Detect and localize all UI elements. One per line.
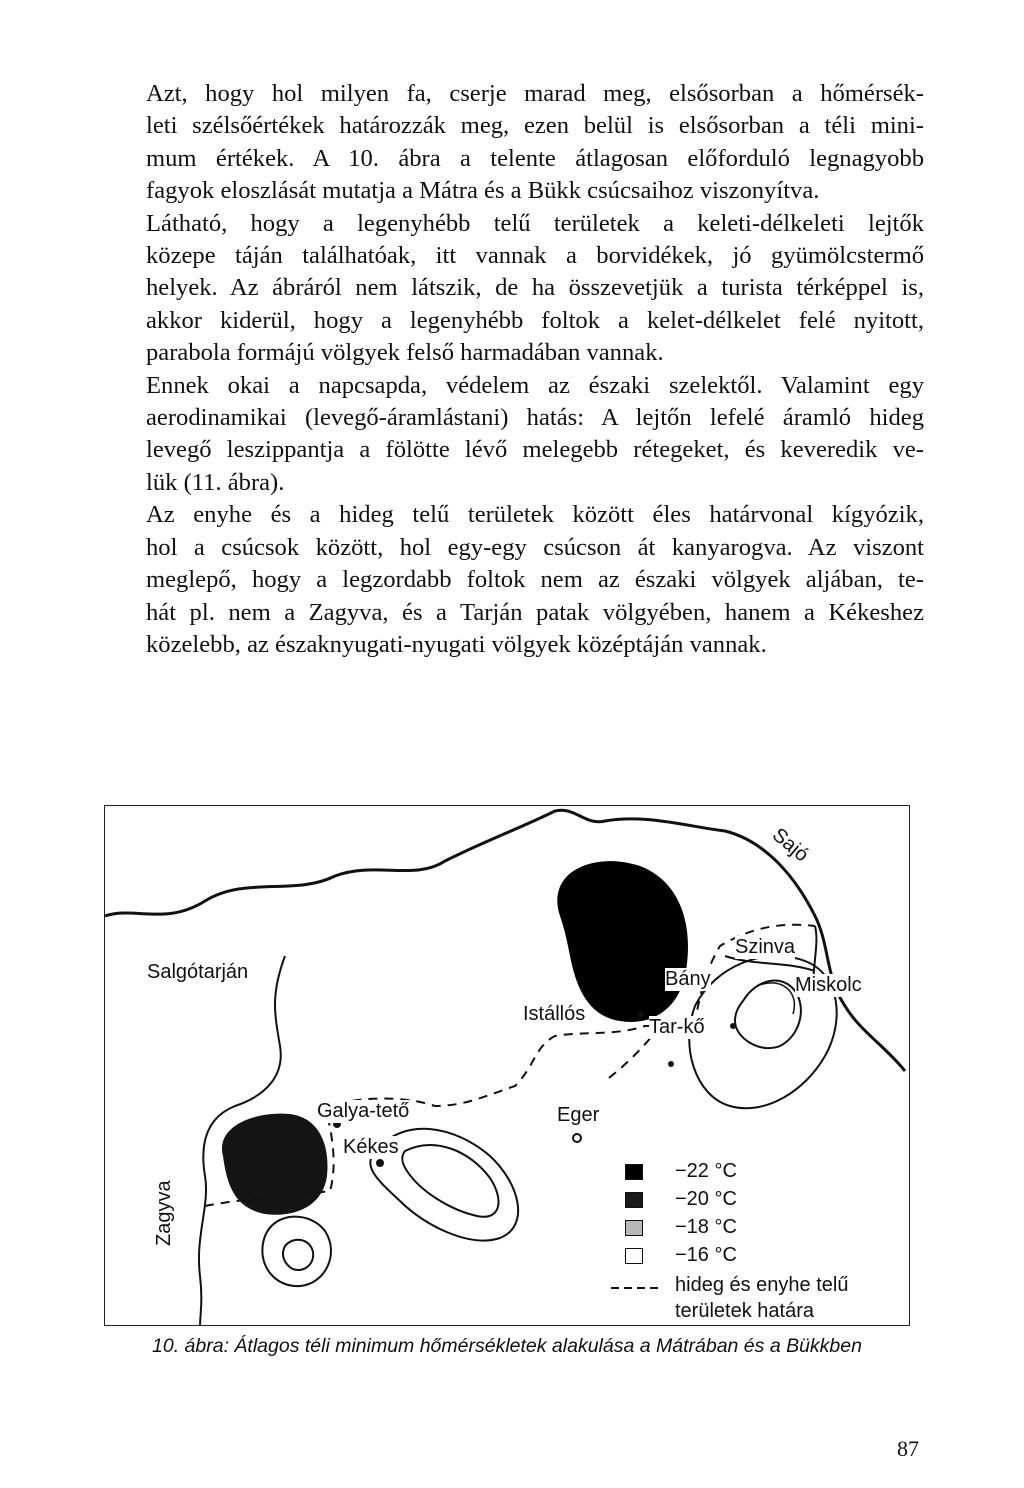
text-line: akkor kiderül, hogy a legenyhébb foltok a kelet-délkelet felé nyitott, bbox=[146, 306, 924, 334]
label-sajo: Sajó bbox=[767, 823, 813, 867]
legend-swatch-20 bbox=[625, 1192, 643, 1208]
kekes-contour-2 bbox=[402, 1145, 498, 1217]
text-line: parabola formájú völgyek felső harmadában vannak. bbox=[146, 339, 664, 367]
label-tarko: Tar-kő bbox=[649, 1016, 705, 1038]
legend-label-18: −18 °C bbox=[675, 1216, 737, 1238]
text-line: aerodinamikai (levegő-áramlástani) hatás: A lejtőn lefelé áramló hideg bbox=[146, 404, 924, 432]
tarko-point bbox=[638, 1011, 644, 1017]
legend-line-label-1: hideg és enyhe telű bbox=[675, 1274, 849, 1296]
text-line: helyek. Az ábráról nem látszik, de ha összevetjük a turista térképpel is, bbox=[146, 274, 924, 302]
text-line: leti szélsőértékek határozzák meg, ezen belül is elsősorban a téli mini- bbox=[146, 112, 924, 140]
legend-label-16: −16 °C bbox=[675, 1244, 737, 1266]
label-miskolc: Miskolc bbox=[795, 974, 862, 996]
text-line: hol a csúcsok között, hol egy-egy csúcson át kanyarogva. Az viszont bbox=[146, 533, 924, 561]
paragraph-2 bbox=[146, 208, 924, 370]
bukk-point bbox=[668, 1061, 674, 1067]
text-line: Látható, hogy a legenyhébb telű területek a keleti-délkeleti lejtők bbox=[146, 209, 924, 237]
label-kekes: Kékes bbox=[343, 1136, 399, 1158]
miskolc-point bbox=[730, 1023, 736, 1029]
label-bany: Bány bbox=[665, 968, 711, 990]
label-salgotarjan: Salgótarján bbox=[147, 961, 249, 983]
text-line: meglepő, hogy a legzordabb foltok nem az északi völgyek aljában, te- bbox=[146, 566, 924, 594]
label-eger: Eger bbox=[557, 1104, 600, 1126]
paragraph-1 bbox=[146, 78, 924, 208]
legend-label-20: −20 °C bbox=[675, 1188, 737, 1210]
text-line: hát pl. nem a Zagyva, és a Tarján patak völgyében, hanem a Kékeshez bbox=[146, 598, 924, 626]
bukk-contour-2 bbox=[735, 981, 801, 1049]
text-line: Ennek okai a napcsapda, védelem az északi szelektől. Valamint egy bbox=[146, 371, 924, 399]
legend-label-22: −22 °C bbox=[675, 1160, 737, 1182]
paragraph-3 bbox=[146, 370, 924, 500]
sw-contour-inner bbox=[283, 1240, 313, 1270]
text-line: közelebb, az északnyugati-nyugati völgyek középtáján vannak. bbox=[146, 630, 767, 658]
text-line: levegő leszippantja a fölötte lévő melegebb rétegeket, és keveredik ve- bbox=[146, 436, 924, 464]
text-line: mum értékek. A 10. ábra a telente átlagosan előforduló legnagyobb bbox=[146, 144, 924, 172]
sw-contour-outer bbox=[262, 1217, 331, 1287]
matra-cold-core bbox=[222, 1114, 328, 1215]
legend-swatch-22 bbox=[625, 1164, 643, 1180]
caption-rule bbox=[104, 1325, 910, 1326]
label-szinva: Szinva bbox=[735, 936, 796, 958]
label-istallos: Istállós bbox=[523, 1003, 586, 1025]
label-galyateto: Galya-tető bbox=[317, 1100, 410, 1122]
legend-swatch-16 bbox=[625, 1248, 643, 1264]
text-line: Azt, hogy hol milyen fa, cserje marad meg, elsősorban a hőmérsék- bbox=[146, 80, 924, 107]
map-drawing bbox=[105, 806, 911, 1326]
kekes-point bbox=[376, 1159, 384, 1167]
bukk-cold-core bbox=[557, 861, 688, 1022]
figure-caption: 10. ábra: Átlagos téli minimum hőmérsékletek alakulása a Mátrában és a Bükkben bbox=[152, 1335, 862, 1357]
text-line: lük (11. ábra). bbox=[146, 468, 285, 496]
temperature-map-figure bbox=[104, 805, 910, 1325]
text-line: közepe táján találhatóak, itt vannak a borvidékek, jó gyümölcstermő bbox=[146, 242, 924, 270]
eger-point bbox=[573, 1134, 581, 1142]
label-zagyva: Zagyva bbox=[153, 1180, 175, 1246]
text-line: fagyok eloszlását mutatja a Mátra és a Bükk csúcsaihoz viszonyítva. bbox=[146, 177, 820, 205]
text-line: Az enyhe és a hideg telű területek között éles határvonal kígyózik, bbox=[146, 501, 924, 529]
paragraph-4 bbox=[146, 499, 924, 661]
legend-swatch-18 bbox=[625, 1220, 643, 1236]
body-text bbox=[146, 78, 924, 661]
legend-line-label-2: területek határa bbox=[675, 1300, 814, 1322]
page-number: 87 bbox=[897, 1436, 919, 1461]
